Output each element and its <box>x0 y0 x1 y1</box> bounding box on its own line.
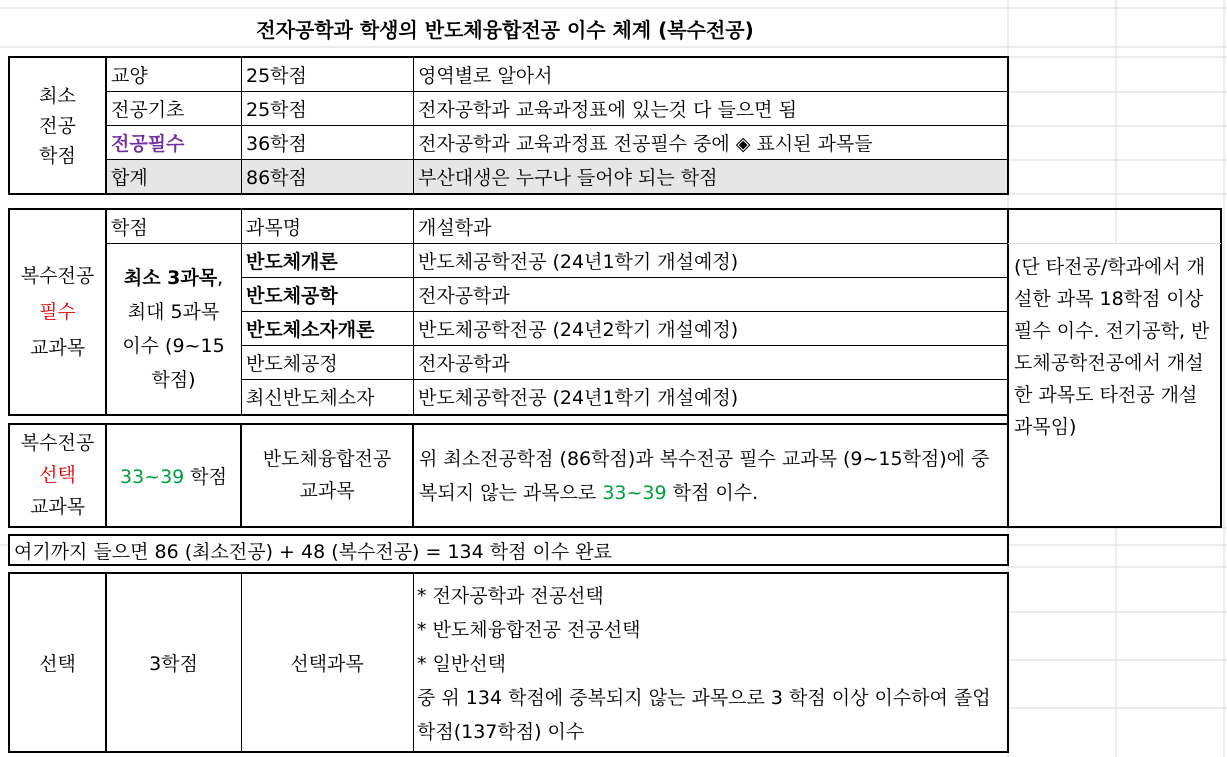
course-name: 반도체공학 <box>241 277 413 311</box>
divider <box>105 423 107 528</box>
min-row-desc: 전자공학과 교육과정표에 있는것 다 들으면 됨 <box>413 91 1008 125</box>
divider <box>241 345 1008 346</box>
course-name: 반도체소자개론 <box>241 311 413 345</box>
double-required-credits: 최소 3과목, 최대 5과목 이수 (9~15 학점) <box>106 243 241 414</box>
min-row-desc: 영역별로 알아서 <box>413 57 1008 91</box>
summary-text: 여기까지 들으면 86 (최소전공) + 48 (복수전공) = 134 학점 이수 완료 <box>9 535 1007 565</box>
divider <box>241 311 1008 312</box>
divider <box>106 159 1008 160</box>
course-dept: 전자공학과 <box>413 277 1008 311</box>
double-elective-credits: 33~39 학점 <box>106 424 241 526</box>
sheet-title: 전자공학과 학생의 반도체융합전공 이수 체계 (복수전공) <box>256 18 754 42</box>
divider <box>241 573 242 752</box>
min-row-credits: 36학점 <box>241 125 413 159</box>
course-dept: 반도체공학전공 (24년1학기 개설예정) <box>413 379 1008 414</box>
credits-line-1: 최소 3과목, <box>123 266 224 289</box>
divider <box>413 573 414 752</box>
divider <box>240 423 242 528</box>
elective-desc: * 전자공학과 전공선택 * 반도체융합전공 전공선택 * 일반선택 중 위 134 학점에 중복되지 않는 과목으로 3 학점 이상 이수하여 졸업학점(137학점) 이수 <box>413 573 1008 751</box>
min-total-credits: 86학점 <box>241 159 413 194</box>
divider <box>241 277 1008 278</box>
min-row-credits: 25학점 <box>241 91 413 125</box>
double-required-label: 복수전공 필수 교과목 <box>9 209 106 414</box>
divider <box>412 423 414 528</box>
elective-credits: 3학점 <box>106 573 241 751</box>
divider <box>106 125 1008 126</box>
min-total-desc: 부산대생은 누구나 들어야 되는 학점 <box>413 159 1008 194</box>
min-row-name: 교양 <box>106 57 241 91</box>
min-total-name: 합계 <box>106 159 241 194</box>
divider <box>105 572 107 753</box>
divider <box>106 243 1008 244</box>
min-row-credits: 25학점 <box>241 57 413 91</box>
elective-label: 선택 <box>9 573 106 751</box>
header-credits: 학점 <box>106 209 241 243</box>
course-name: 반도체개론 <box>241 243 413 277</box>
elective-course: 선택과목 <box>241 573 413 751</box>
min-major-label: 최소 전공 학점 <box>9 57 106 194</box>
divider <box>241 379 1008 380</box>
min-row-desc: 전자공학과 교육과정표 전공필수 중에 ◈ 표시된 과목들 <box>413 125 1008 159</box>
divider <box>1008 243 1221 244</box>
double-elective-desc: 위 최소전공학점 (86학점)과 복수전공 필수 교과목 (9~15학점)에 중복되지 않는 과목으로 33~39 학점 이수. <box>413 424 1008 526</box>
header-dept: 개설학과 <box>413 209 1008 243</box>
min-row-name: 전공기초 <box>106 91 241 125</box>
min-row-name-required: 전공필수 <box>106 125 241 159</box>
course-dept: 반도체공학전공 (24년2학기 개설예정) <box>413 311 1008 345</box>
double-elective-course: 반도체융합전공 교과목 <box>241 424 413 526</box>
course-dept: 반도체공학전공 (24년1학기 개설예정) <box>413 243 1008 277</box>
divider <box>106 91 1008 92</box>
course-dept: 전자공학과 <box>413 345 1008 379</box>
double-major-note: (단 타전공/학과에서 개설한 과목 18학점 이상 필수 이수. 전기공학, 반도체공학전공에서 개설한 과목도 타전공 개설 과목임) <box>1008 243 1221 526</box>
course-name: 반도체공정 <box>241 345 413 379</box>
double-elective-label: 복수전공 선택 교과목 <box>9 424 106 526</box>
divider <box>105 208 107 416</box>
course-name: 최신반도체소자 <box>241 379 413 414</box>
header-course: 과목명 <box>241 209 413 243</box>
